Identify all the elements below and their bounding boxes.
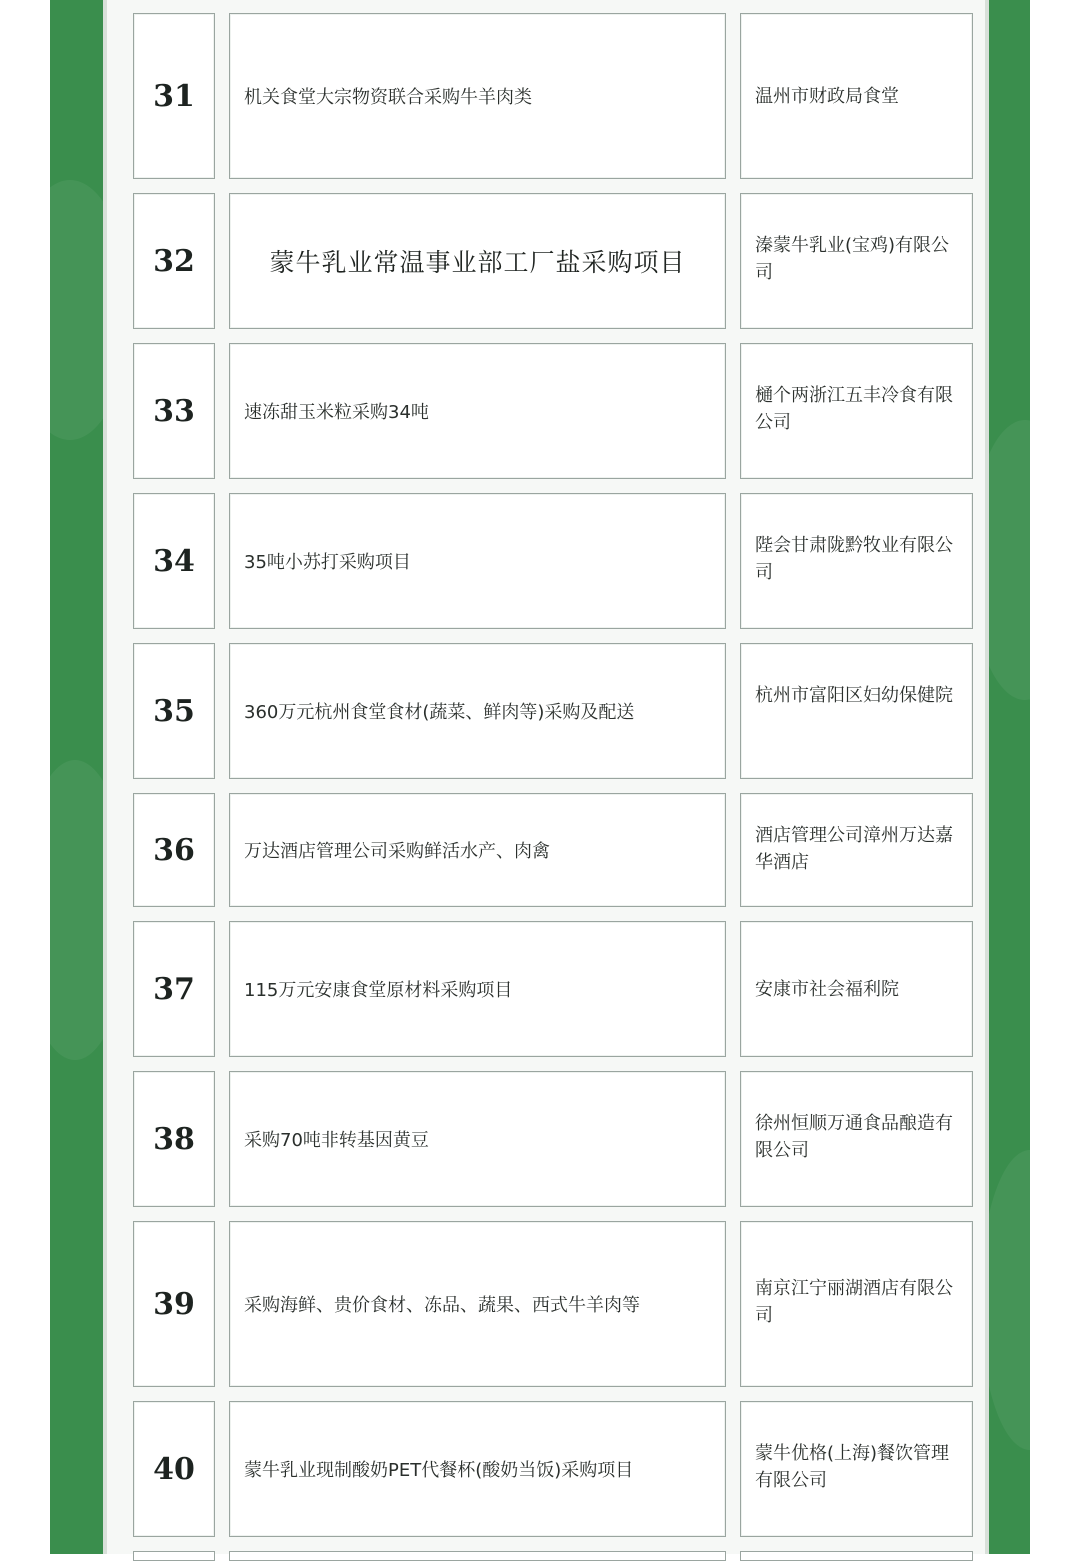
- row-number: 37: [133, 921, 215, 1057]
- table-row: [133, 1071, 973, 1207]
- project-name: 机关食堂大宗物资联合采购牛羊肉类: [229, 13, 726, 179]
- purchasing-unit: 杭州市富阳区妇幼保健院: [740, 643, 973, 779]
- next-row-edge: [229, 1551, 726, 1561]
- row-number: 34: [133, 493, 215, 629]
- table-row: [133, 921, 973, 1057]
- purchasing-unit: 陛会甘肃陇黔牧业有限公司: [740, 493, 973, 629]
- row-number: 31: [133, 13, 215, 179]
- purchasing-unit: 安康市社会福利院: [740, 921, 973, 1057]
- row-number: 35: [133, 643, 215, 779]
- purchasing-unit: 徐州恒顺万通食品酿造有限公司: [740, 1071, 973, 1207]
- next-row-edge: [740, 1551, 973, 1561]
- table-row: [133, 193, 973, 329]
- table-row: [133, 1221, 973, 1387]
- project-name: 采购70吨非转基因黄豆: [229, 1071, 726, 1207]
- project-name: 速冻甜玉米粒采购34吨: [229, 343, 726, 479]
- purchasing-unit: 南京江宁丽湖酒店有限公司: [740, 1221, 973, 1387]
- row-number: 38: [133, 1071, 215, 1207]
- row-number: 36: [133, 793, 215, 907]
- purchasing-unit: 温州市财政局食堂: [740, 13, 973, 179]
- project-name: 万达酒店管理公司采购鲜活水产、肉禽: [229, 793, 726, 907]
- row-number: 40: [133, 1401, 215, 1537]
- row-number: 33: [133, 343, 215, 479]
- project-name: 360万元杭州食堂食材(蔬菜、鲜肉等)采购及配送: [229, 643, 726, 779]
- row-number: 32: [133, 193, 215, 329]
- next-row-edge: [133, 1551, 215, 1561]
- table-row: [133, 493, 973, 629]
- table-row: [133, 343, 973, 479]
- table-row: [133, 13, 973, 179]
- project-name: 35吨小苏打采购项目: [229, 493, 726, 629]
- purchasing-unit: 溱蒙牛乳业(宝鸡)有限公司: [740, 193, 973, 329]
- project-name: 蒙牛乳业现制酸奶PET代餐杯(酸奶当饭)采购项目: [229, 1401, 726, 1537]
- table-row: [133, 1401, 973, 1537]
- purchasing-unit: 樋个两浙江五丰冷食有限公司: [740, 343, 973, 479]
- project-name: 采购海鲜、贵价食材、冻品、蔬果、西式牛羊肉等: [229, 1221, 726, 1387]
- purchasing-unit: 酒店管理公司漳州万达嘉华酒店: [740, 793, 973, 907]
- purchasing-unit: 蒙牛优格(上海)餐饮管理有限公司: [740, 1401, 973, 1537]
- table-row: [133, 643, 973, 779]
- row-number: 39: [133, 1221, 215, 1387]
- table-row: [133, 793, 973, 907]
- project-name: 蒙牛乳业常温事业部工厂盐采购项目: [229, 193, 726, 329]
- project-name: 115万元安康食堂原材料采购项目: [229, 921, 726, 1057]
